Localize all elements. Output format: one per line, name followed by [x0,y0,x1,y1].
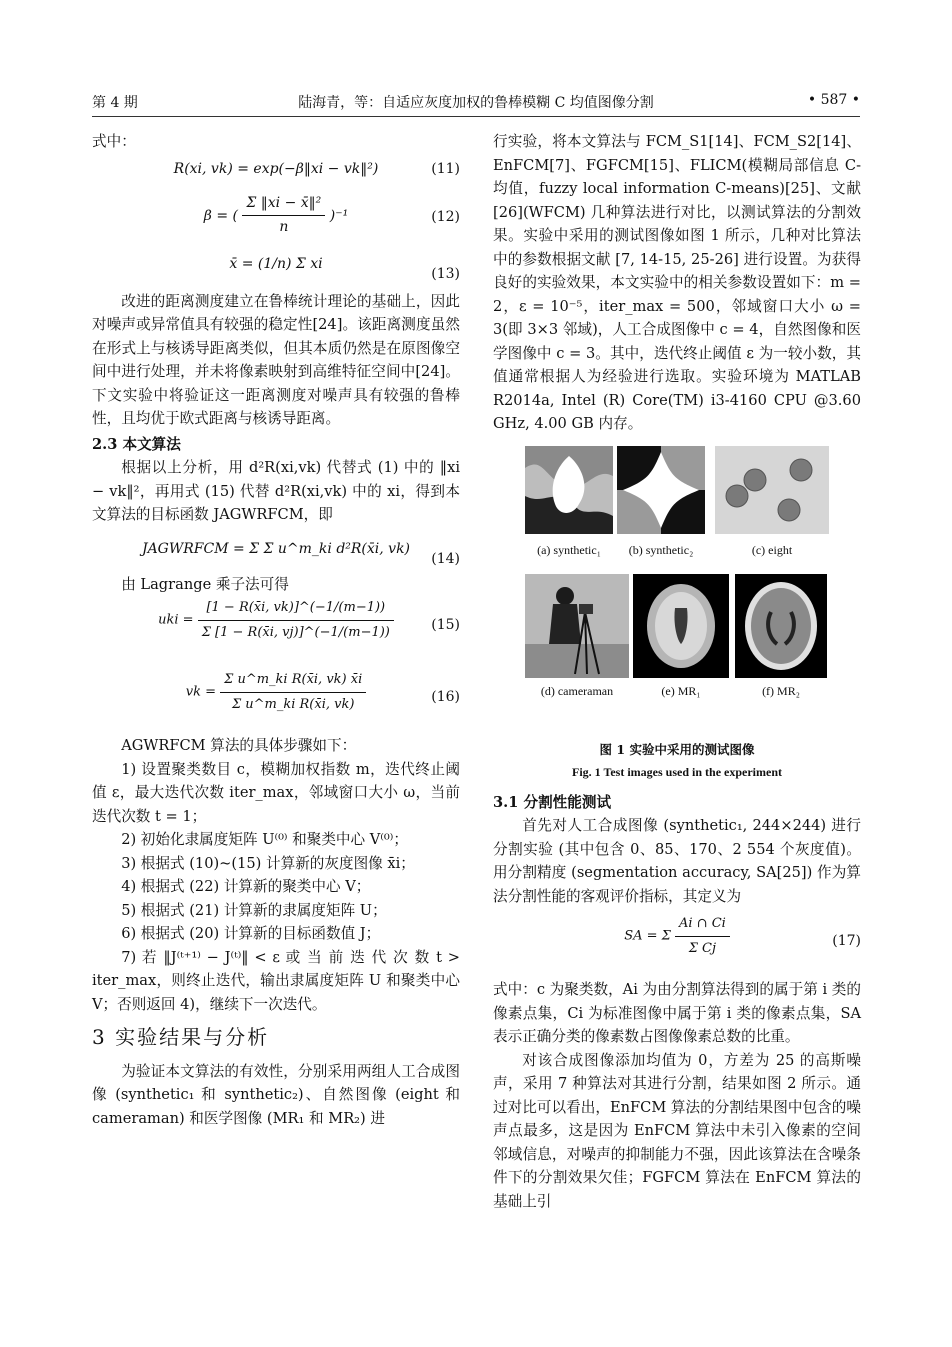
equation-15: uki = $\frac{[1 - R(x̄i, vk)]\^{}(-1/(m-1))}{\Sigma [1 - R(x̄i, vj)]\^{}(-1/(m-1))}$ (15) [92,596,460,660]
equation-number: (11) [431,160,460,177]
paragraph-lagrange: 由 Lagrange 乘子法可得 [121,575,289,593]
paragraph-noise-results: 对该合成图像添加均值为 0，方差为 25 的高斯噪声，采用 7 种算法对其进行分割，结果如图 2 所示。通过对比可以看出，EnFCM 算法的分割结果图中包含的噪声点最多，这是因为 EnFCM 算法中未引入像素的空间邻域信息，对噪声的抑制能力不强，因此该算法在含噪条件下的分割效果欠佳；FGFCM 算法在 EnFCM 算法的基础上引 [493,1051,861,1210]
caption-a: (a) synthetic₁ [537,542,601,557]
chapter-3-heading: 3 实验结果与分析 [92,1025,270,1049]
where-label: 式中： [92,133,136,150]
paragraph-distance: 改进的距离测度建立在鲁棒统计理论的基础上，因此对噪声或异常值具有较强的稳定性[24]。该距离测度虽然在形式上与核诱导距离类似，但其本质仍然是在原图像空间中进行处理，并未将像素映射到高维特征空间中[24]。下文实验中将验证这一距离测度对噪声具有较强的鲁棒性，且均优于欧式距离与核诱导距离。 [92,292,460,427]
equation-17: SA = Σ $\frac{Ai \cap Ci}{\text{Σ Cj}}$ (17) [493,912,861,978]
caption-c: (c) eight [751,542,793,557]
equation-13: x̄ = (1/n) Σ xi (13) [92,244,460,290]
issue-number: 第 4 期 [92,95,138,111]
step-6: 6) 根据式 (20) 计算新的目标函数值 J； [121,925,381,942]
equation-14: JAGWRFCM = Σ Σ u^m_ki d²R(x̄i, vk) (14) [92,527,460,573]
running-header [92,92,860,114]
step-1: 1) 设置聚类数目 c，模糊加权指数 m，迭代终止阈值 ε，最大迭代次数 iter_max，邻域窗口大小 ω，当前迭代次数 t = 1； [92,760,460,825]
equation-number: (15) [431,617,460,633]
equation-11: R(xi, vk) = exp(−β‖xi − vk‖²) (11) [92,158,460,188]
equation-number: (14) [431,550,460,567]
section-3-1-heading: 3.1 分割性能测试 [493,793,612,811]
image-mr-1 [633,574,729,678]
caption-e: (e) MR₁ [661,683,701,698]
caption-d: (d) cameraman [540,683,614,698]
running-title: 陆海青，等：自适应灰度加权的鲁棒模糊 C 均值图像分割 [298,95,654,111]
step-7: 7) 若 ‖J⁽ᵗ⁺¹⁾ − J⁽ᵗ⁾‖ < ε 或 当 前 迭 代 次 数 t > iter_max，则终止迭代，输出隶属度矩阵 U 和聚类中心 V；否则返回 4)，继续下一次迭代。 [92,948,460,1013]
header-rule [92,116,860,117]
step-4: 4) 根据式 (22) 计算新的聚类中心 V； [121,878,371,895]
equation-number: (12) [431,208,460,225]
equation-number: (16) [431,689,460,705]
figure-caption-cn: 图 1 实验中采用的测试图像 [599,741,755,757]
equation-number: (13) [431,265,460,282]
paragraph-experiment-intro: 为验证本文算法的有效性，分别采用两组人工合成图像 (synthetic₁ 和 synthetic₂)、自然图像 (eight 和 cameraman) 和医学图像 (MR₁ 和 MR₂) 进 [92,1062,460,1127]
image-synthetic-1 [525,446,613,534]
figure-caption-en: Fig. 1 Test images used in the experiment [572,765,782,779]
page-number: • 587 • [807,92,860,108]
step-5: 5) 根据式 (21) 计算新的隶属度矩阵 U； [121,901,387,919]
step-3: 3) 根据式 (10)~(15) 计算新的灰度图像 x̄i； [121,854,415,872]
paragraph-objective: 根据以上分析，用 d²R(xi,vk) 代替式 (1) 中的 ‖xi − vk‖²，再用式 (15) 代替 d²R(xi,vk) 中的 xi，得到本文算法的目标函数 JAGWRFCM，即 [92,459,460,523]
image-cameraman [525,574,629,678]
paragraph-sa-definition: 式中：c 为聚类数，Ai 为由分割算法得到的属于第 i 类的像素点集，Ci 为标准图像中属于第 i 类的像素点集，SA 表示正确分类的像素数占图像像素总数的比重。 [493,981,861,1045]
equation-12: β = ( $\frac{\text{Σ ‖xi − x̄‖²}}{n}$ )⁻¹ (12) [92,188,460,244]
right-column [493,130,861,1213]
image-mr-2 [735,574,827,678]
steps-intro: AGWRFCM 算法的具体步骤如下： [121,737,357,754]
paragraph-synthetic: 首先对人工合成图像 (synthetic₁, 244×244) 进行分割实验 (其中包含 0、85、170、2 554 个灰度值)。用分割精度 (segmentation accuracy, SA[25]) 作为算法分割性能的客观评价指标，其定义为 [493,817,861,905]
paragraph-experiment-setup: 行实验，将本文算法与 FCM_S1[14]、FCM_S2[14]、EnFCM[7]、FGFCM[15]、FLICM(模糊局部信息 C-均值，fuzzy local information C-means)[25]、文献 [26](WFCM) 几种算法进行对比，以测试算法的分割效果。实验中采用的测试图像如图 1 所示，几种对比算法中的参数根据文献 [7, 14-15, 25-26] 进行设置。为获得良好的实验效果，本文实验中的相关参数设置如下：m = 2，ε = 10⁻⁵，iter_max = 500，邻域窗口大小 ω = 3(即 3×3 邻域)，人工合成图像中 c = 4，自然图像和医学图像中 c = 3。其中，迭代终止阈值 ε 为一较小数，其值通常根据人为经验进行选取。实验环境为 MATLAB R2014a, Intel (R) Core(TM) i3-4160 CPU @3.60 GHz, 4.00 GB 内存。 [493,133,861,432]
figure-1 [493,444,861,734]
image-eight [715,446,829,534]
image-synthetic-2 [617,446,705,534]
step-2: 2) 初始化隶属度矩阵 U⁽⁰⁾ 和聚类中心 V⁽⁰⁾； [121,831,408,848]
left-column [92,130,460,1130]
caption-f: (f) MR₂ [762,683,800,698]
equation-16: vk = $\frac{\text{Σ u\textasciicircum{}m\_ki R(x̄i, vk) x̄i}}{\text{Σ u\textasciicircum{}m\_ki R(x̄i, vk)}}$ (16) [92,660,460,734]
equation-number: (17) [832,933,861,949]
section-2-3-heading: 2.3 本文算法 [92,435,181,453]
caption-b: (b) synthetic₂ [628,542,694,557]
